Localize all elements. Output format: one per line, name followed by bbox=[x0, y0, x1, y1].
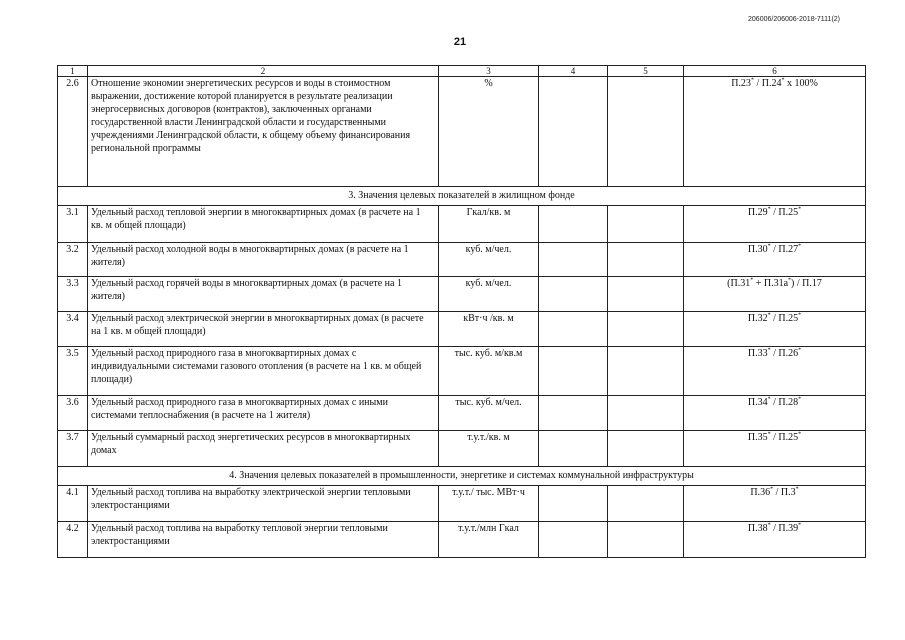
indicator-name: Удельный расход топлива на выработку электрической энергии тепловыми электростанциями bbox=[88, 486, 439, 522]
footnote-mark: * bbox=[798, 206, 802, 213]
column-number-row bbox=[58, 66, 866, 77]
table-row bbox=[58, 431, 866, 467]
empty-cell bbox=[608, 206, 684, 243]
footnote-mark: * bbox=[767, 206, 771, 213]
column-header: 6 bbox=[684, 66, 866, 77]
formula-part: П.32 bbox=[747, 313, 768, 324]
column-header: 3 bbox=[439, 66, 539, 77]
footnote-mark: * bbox=[798, 347, 802, 354]
formula-part: / П.25 bbox=[770, 207, 799, 218]
column-header: 5 bbox=[608, 66, 684, 77]
empty-cell bbox=[539, 347, 608, 396]
footnote-mark: * bbox=[767, 431, 771, 438]
unit: куб. м/чел. bbox=[439, 243, 539, 277]
empty-cell bbox=[608, 312, 684, 347]
footnote-mark: * bbox=[750, 277, 754, 284]
empty-cell bbox=[539, 312, 608, 347]
indicator-name: Удельный расход электрической энергии в многоквартирных домах (в расчете на 1 кв. м общей площади) bbox=[88, 312, 439, 347]
indicator-name: Удельный расход природного газа в многоквартирных домах с иными системами теплоснабжения (в расчете на 1 жителя) bbox=[88, 396, 439, 431]
unit: % bbox=[439, 77, 539, 187]
formula bbox=[684, 206, 866, 243]
footnote-mark: * bbox=[767, 243, 771, 250]
unit: т.у.т./млн Гкал bbox=[439, 522, 539, 558]
formula bbox=[684, 243, 866, 277]
indicator-name: Удельный суммарный расход энергетических ресурсов в многоквартирных домах bbox=[88, 431, 439, 467]
table-row bbox=[58, 77, 866, 187]
formula-part: / П.39 bbox=[770, 523, 799, 534]
table-row bbox=[58, 486, 866, 522]
formula-part: x 100% bbox=[784, 78, 818, 89]
footnote-mark: * bbox=[767, 522, 771, 529]
row-number: 4.1 bbox=[58, 486, 88, 522]
formula bbox=[684, 486, 866, 522]
row-number: 2.6 bbox=[58, 77, 88, 187]
table-row bbox=[58, 243, 866, 277]
table-row bbox=[58, 522, 866, 558]
row-number: 4.2 bbox=[58, 522, 88, 558]
formula-part: / П.24 bbox=[753, 78, 782, 89]
unit: тыс. куб. м/чел. bbox=[439, 396, 539, 431]
row-number: 3.3 bbox=[58, 277, 88, 312]
footnote-mark: * bbox=[795, 486, 799, 493]
empty-cell bbox=[539, 522, 608, 558]
unit: Гкал/кв. м bbox=[439, 206, 539, 243]
table-row bbox=[58, 206, 866, 243]
formula-part: П.29 bbox=[747, 207, 768, 218]
empty-cell bbox=[539, 486, 608, 522]
empty-cell bbox=[539, 77, 608, 187]
indicator-name: Удельный расход горячей воды в многоквартирных домах (в расчете на 1 жителя) bbox=[88, 277, 439, 312]
empty-cell bbox=[539, 431, 608, 467]
footnote-mark: * bbox=[798, 312, 802, 319]
row-number: 3.7 bbox=[58, 431, 88, 467]
row-number: 3.2 bbox=[58, 243, 88, 277]
empty-cell bbox=[608, 431, 684, 467]
row-number: 3.4 bbox=[58, 312, 88, 347]
empty-cell bbox=[608, 486, 684, 522]
formula bbox=[684, 522, 866, 558]
formula bbox=[684, 277, 866, 312]
footnote-mark: * bbox=[798, 243, 802, 250]
indicator-name: Удельный расход холодной воды в многоквартирных домах (в расчете на 1 жителя) bbox=[88, 243, 439, 277]
document-id: 206006/206006-2018-7111(2) bbox=[748, 16, 840, 23]
formula-part: / П.3 bbox=[773, 487, 796, 498]
formula-part: П.33 bbox=[747, 348, 768, 359]
formula-part: П.38 bbox=[747, 523, 768, 534]
indicator-name: Удельный расход тепловой энергии в многоквартирных домах (в расчете на 1 кв. м общей площади) bbox=[88, 206, 439, 243]
empty-cell bbox=[539, 277, 608, 312]
empty-cell bbox=[608, 77, 684, 187]
indicator-name: Отношение экономии энергетических ресурсов и воды в стоимостном выражении, достижение которой планируется в результате реализации энергосервисных договоров (контрактов), заключенных органами государственной власти Ленинградской области и государственными учреждениями Ленинградской области, к общему объему финансирования региональной программы bbox=[88, 77, 439, 187]
footnote-mark: * bbox=[798, 431, 802, 438]
formula-part: (П.31 bbox=[727, 278, 751, 289]
empty-cell bbox=[539, 206, 608, 243]
formula-part: / П.28 bbox=[770, 397, 799, 408]
footnote-mark: * bbox=[770, 486, 774, 493]
formula-part: П.36 bbox=[750, 487, 771, 498]
column-header: 1 bbox=[58, 66, 88, 77]
indicators-table bbox=[57, 65, 866, 558]
footnote-mark: * bbox=[767, 396, 771, 403]
formula-part: П.34 bbox=[747, 397, 768, 408]
row-number: 3.6 bbox=[58, 396, 88, 431]
unit: куб. м/чел. bbox=[439, 277, 539, 312]
table-row bbox=[58, 312, 866, 347]
column-header: 2 bbox=[88, 66, 439, 77]
column-header: 4 bbox=[539, 66, 608, 77]
footnote-mark: * bbox=[750, 77, 754, 84]
table-row bbox=[58, 396, 866, 431]
table-row bbox=[58, 347, 866, 396]
unit: кВт·ч /кв. м bbox=[439, 312, 539, 347]
formula-part: ) / П.17 bbox=[791, 278, 822, 289]
footnote-mark: * bbox=[788, 277, 792, 284]
empty-cell bbox=[608, 243, 684, 277]
empty-cell bbox=[608, 522, 684, 558]
footnote-mark: * bbox=[798, 522, 802, 529]
indicator-name: Удельный расход топлива на выработку тепловой энергии тепловыми электростанциями bbox=[88, 522, 439, 558]
empty-cell bbox=[608, 277, 684, 312]
footnote-mark: * bbox=[767, 312, 771, 319]
formula bbox=[684, 312, 866, 347]
formula-part: / П.26 bbox=[770, 348, 799, 359]
empty-cell bbox=[608, 347, 684, 396]
formula-part: / П.25 bbox=[770, 313, 799, 324]
formula-part: / П.27 bbox=[770, 244, 799, 255]
page-number: 21 bbox=[453, 36, 467, 48]
footnote-mark: * bbox=[798, 396, 802, 403]
unit: тыс. куб. м/кв.м bbox=[439, 347, 539, 396]
empty-cell bbox=[608, 396, 684, 431]
indicator-name: Удельный расход природного газа в многоквартирных домах с индивидуальными системами газового отопления (в расчете на 1 кв. м общей площади) bbox=[88, 347, 439, 396]
section-title: 3. Значения целевых показателей в жилищном фонде bbox=[58, 187, 866, 206]
formula bbox=[684, 77, 866, 187]
unit: т.у.т./кв. м bbox=[439, 431, 539, 467]
section-title: 4. Значения целевых показателей в промышленности, энергетике и системах коммунальной инфраструктуры bbox=[58, 467, 866, 486]
row-number: 3.5 bbox=[58, 347, 88, 396]
row-number: 3.1 bbox=[58, 206, 88, 243]
footnote-mark: * bbox=[767, 347, 771, 354]
formula-part: П.35 bbox=[747, 432, 768, 443]
formula-part: П.23 bbox=[731, 78, 751, 89]
formula bbox=[684, 431, 866, 467]
empty-cell bbox=[539, 396, 608, 431]
empty-cell bbox=[539, 243, 608, 277]
unit: т.у.т./ тыс. МВт·ч bbox=[439, 486, 539, 522]
formula-part: / П.25 bbox=[770, 432, 799, 443]
formula bbox=[684, 396, 866, 431]
footnote-mark: * bbox=[781, 77, 785, 84]
formula-part: + П.31а bbox=[753, 278, 789, 289]
formula bbox=[684, 347, 866, 396]
section-row bbox=[58, 467, 866, 486]
formula-part: П.30 bbox=[747, 244, 768, 255]
table-row bbox=[58, 277, 866, 312]
section-row bbox=[58, 187, 866, 206]
